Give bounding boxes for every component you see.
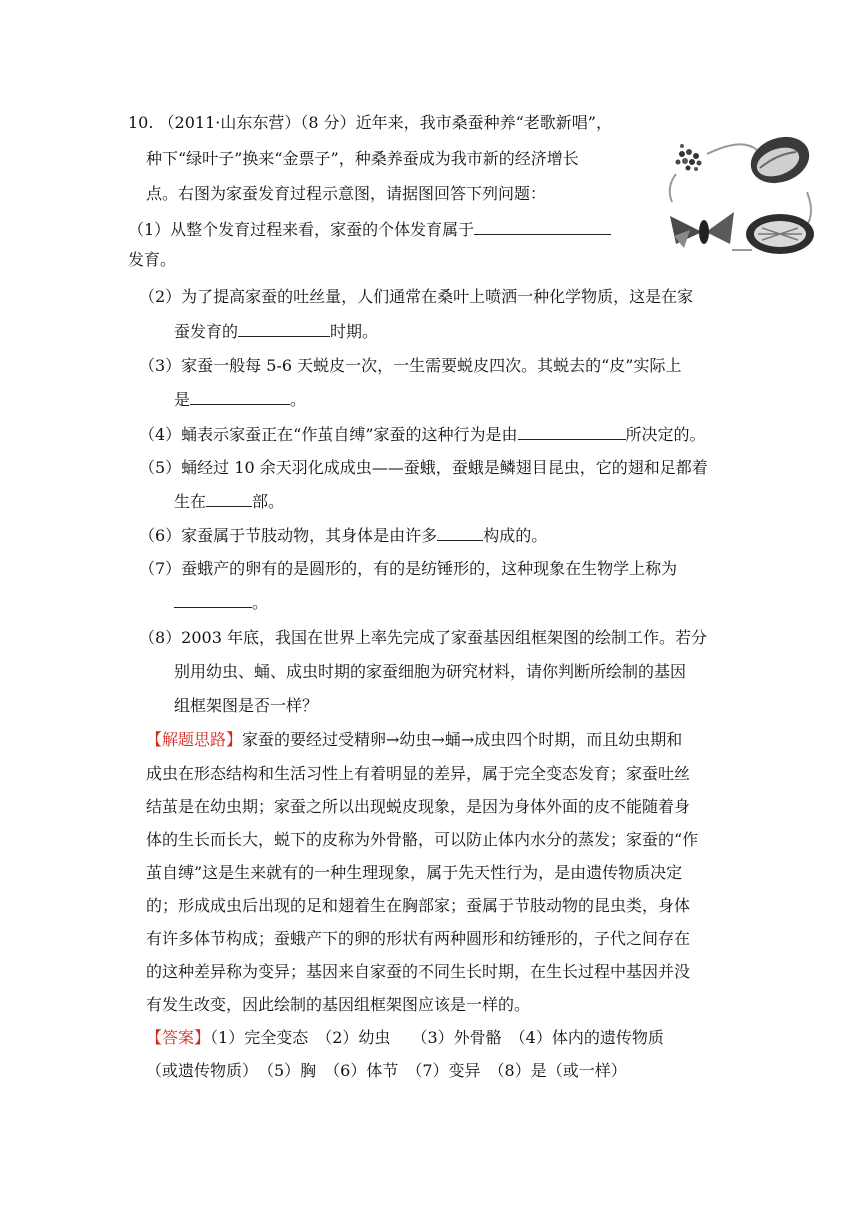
question-header-line-2: 种下“绿叶子”换来“金票子”，种桑养蚕成为我市新的经济增长 [146,149,579,168]
question-5-tail: 部。 [252,492,285,511]
analysis-line-9: 有发生改变，因此绘制的基因组框架图应该是一样的。 [146,995,531,1014]
cocoon-drawing [746,214,814,254]
analysis-line-7: 有许多体节构成；蚕蛾产下的卵的形状有两种圆形和纺锤形的，子代之间存在 [146,929,691,948]
question-3-line-1: （3）家蚕一般每 5-6 天蜕皮一次，一生需要蜕皮四次。其蜕去的“皮”实际上 [139,356,682,375]
question-2-line-1: （2）为了提高家蚕的吐丝量，人们通常在桑叶上喷洒一种化学物质，这是在家 [139,287,694,306]
analysis-line-2: 成虫在形态结构和生活习性上有着明显的差异，属于完全变态发育；家蚕吐丝 [146,764,691,783]
larva-on-leaf-drawing [744,132,815,191]
answer-blank-4[interactable] [518,423,626,440]
answer-line-1 [146,1027,664,1049]
moth-drawing [670,212,734,248]
analysis-line-8: 的这种差异称为变异；基因来自家蚕的不同生长时期，在生长过程中基因并没 [146,962,691,981]
silkworm-lifecycle-figure [662,132,820,262]
question-5-line-1: （5）蛹经过 10 余天羽化成成虫——蚕蛾，蚕蛾是鳞翅目昆虫，它的翅和足都着 [139,458,708,477]
question-7-line-1: （7）蚕蛾产的卵有的是圆形的，有的是纺锤形的，这种现象在生物学上称为 [139,559,678,578]
answer-blank-5[interactable] [206,490,252,507]
question-1-tail: 发育。 [128,250,177,269]
answer-blank-7[interactable] [174,591,252,608]
question-4-text: （4）蛹表示家蚕正在“作茧自缚”家蚕的这种行为是由 [139,425,518,444]
question-3-line-2 [174,388,306,411]
question-8-line-1: （8）2003 年底，我国在世界上率先完成了家蚕基因组框架图的绘制工作。若分 [139,628,707,647]
question-6-text: （6）家蚕属于节肢动物，其身体是由许多 [139,526,438,545]
question-6-tail: 构成的。 [483,526,548,545]
analysis-line-4: 体的生长而长大，蜕下的皮称为外骨骼，可以防止体内水分的蒸发；家蚕的“作 [146,830,699,849]
question-8-line-2: 别用幼虫、蛹、成虫时期的家蚕细胞为研究材料，请你判断所绘制的基因 [174,662,687,681]
question-2-line-2 [174,320,378,343]
answer-blank-6[interactable] [437,524,483,541]
analysis-text-1: 家蚕的要经过受精卵→幼虫→蛹→成虫四个时期，而且幼虫期和 [242,730,683,749]
cycle-arrow-top [707,144,757,154]
question-2-text: 蚕发育的 [174,322,239,341]
cycle-arrow-left [670,174,676,202]
question-header-line-1: 10. （2011·山东东营）（8 分）近年来，我市桑蚕种养“老歌新唱”， [128,113,612,132]
analysis-line-5: 茧自缚”这是生来就有的一种生理现象，属于先天性行为，是由遗传物质决定 [146,863,683,882]
question-4-tail: 所决定的。 [625,425,706,444]
question-6-line [139,524,547,547]
question-1-text: （1）从整个发育过程来看，家蚕的个体发育属于 [128,220,475,239]
question-8-line-3: 组框架图是否一样？ [174,696,319,715]
question-5-text: 生在 [174,492,207,511]
question-7-line-2 [174,591,268,614]
question-3-text: 是 [174,390,191,409]
answer-label: 【答案】 [146,1028,211,1047]
question-4-line [139,423,706,446]
question-5-line-2 [174,490,284,513]
question-3-tail: 。 [290,390,307,409]
analysis-label: 【解题思路】 [146,730,243,749]
answer-blank-3[interactable] [190,388,290,405]
question-header-line-3: 点。右图为家蚕发育过程示意图，请据图回答下列问题： [146,184,547,203]
answer-text-1: （1）完全变态 （2）幼虫 （3）外骨骼 （4）体内的遗传物质 [210,1028,664,1047]
question-7-tail: 。 [252,593,269,612]
eggs-drawing [676,144,702,171]
analysis-line-1 [146,729,682,751]
question-2-tail: 时期。 [330,322,379,341]
question-1-line [128,218,611,241]
answer-blank-2[interactable] [238,320,330,337]
analysis-line-6: 的；形成成虫后出现的足和翅着生在胸部家；蚕属于节肢动物的昆虫类，身体 [146,896,691,915]
analysis-line-3: 结茧是在幼虫期；家蚕之所以出现蜕皮现象，是因为身体外面的皮不能随着身 [146,797,691,816]
answer-line-2: （或遗传物质） （5）胸 （6）体节 （7）变异 （8）是（或一样） [146,1061,627,1080]
answer-blank-1[interactable] [474,218,611,235]
